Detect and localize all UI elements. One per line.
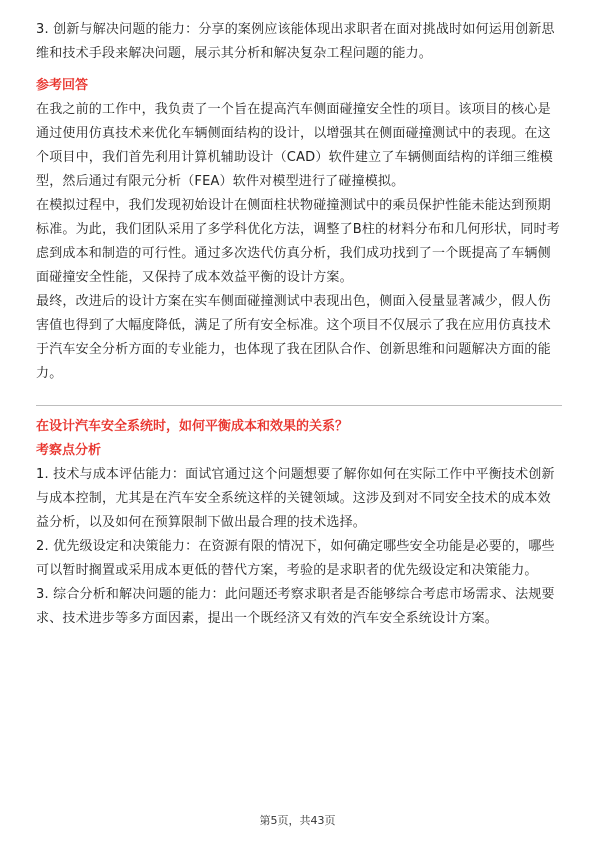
reference-answer-heading: 参考回答 xyxy=(36,78,89,93)
analysis-item-3: 3. 综合分析和解决问题的能力：此问题还考察求职者是否能够综合考虑市场需求、法规要求、技术进步等多方面因素，提出一个既经济又有效的汽车安全系统设计方案。 xyxy=(36,587,555,626)
interview-question: 在设计汽车安全系统时，如何平衡成本和效果的关系？ xyxy=(36,419,349,434)
document-page xyxy=(36,18,562,631)
answer-paragraph-2: 在模拟过程中，我们发现初始设计在侧面柱状物碰撞测试中的乘员保护性能未能达到预期标准。为此，我们团队采用了多学科优化方法，调整了B柱的材料分布和几何形状，同时考虑到成本和制造的可行性。通过多次迭代仿真分析，我们成功找到了一个既提高了车辆侧面碰撞安全性能，又保持了成本效益平衡的设计方案。 xyxy=(36,198,560,285)
analysis-heading: 考察点分析 xyxy=(36,443,102,458)
page-number: 第5页，共43页 xyxy=(259,814,336,827)
section-divider xyxy=(36,405,562,406)
criterion-item-3: 3. 创新与解决问题的能力：分享的案例应该能体现出求职者在面对挑战时如何运用创新思维和技术手段来解决问题，展示其分析和解决复杂工程问题的能力。 xyxy=(36,22,555,61)
analysis-item-2: 2. 优先级设定和决策能力：在资源有限的情况下，如何确定哪些安全功能是必要的，哪些可以暂时搁置或采用成本更低的替代方案，考验的是求职者的优先级设定和决策能力。 xyxy=(36,539,555,578)
analysis-item-1: 1. 技术与成本评估能力：面试官通过这个问题想要了解你如何在实际工作中平衡技术创新与成本控制，尤其是在汽车安全系统这样的关键领域。这涉及到对不同安全技术的成本效益分析，以及如何在预算限制下做出最合理的技术选择。 xyxy=(36,467,555,530)
answer-paragraph-3: 最终，改进后的设计方案在实车侧面碰撞测试中表现出色，侧面入侵量显著减少，假人伤害值也得到了大幅度降低，满足了所有安全标准。这个项目不仅展示了我在应用仿真技术于汽车安全分析方面的专业能力，也体现了我在团队合作、创新思维和问题解决方面的能力。 xyxy=(36,294,551,381)
answer-paragraph-1: 在我之前的工作中，我负责了一个旨在提高汽车侧面碰撞安全性的项目。该项目的核心是通过使用仿真技术来优化车辆侧面结构的设计，以增强其在侧面碰撞测试中的表现。在这个项目中，我们首先利用计算机辅助设计（CAD）软件建立了车辆侧面结构的详细三维模型，然后通过有限元分析（FEA）软件对模型进行了碰撞模拟。 xyxy=(36,102,553,189)
